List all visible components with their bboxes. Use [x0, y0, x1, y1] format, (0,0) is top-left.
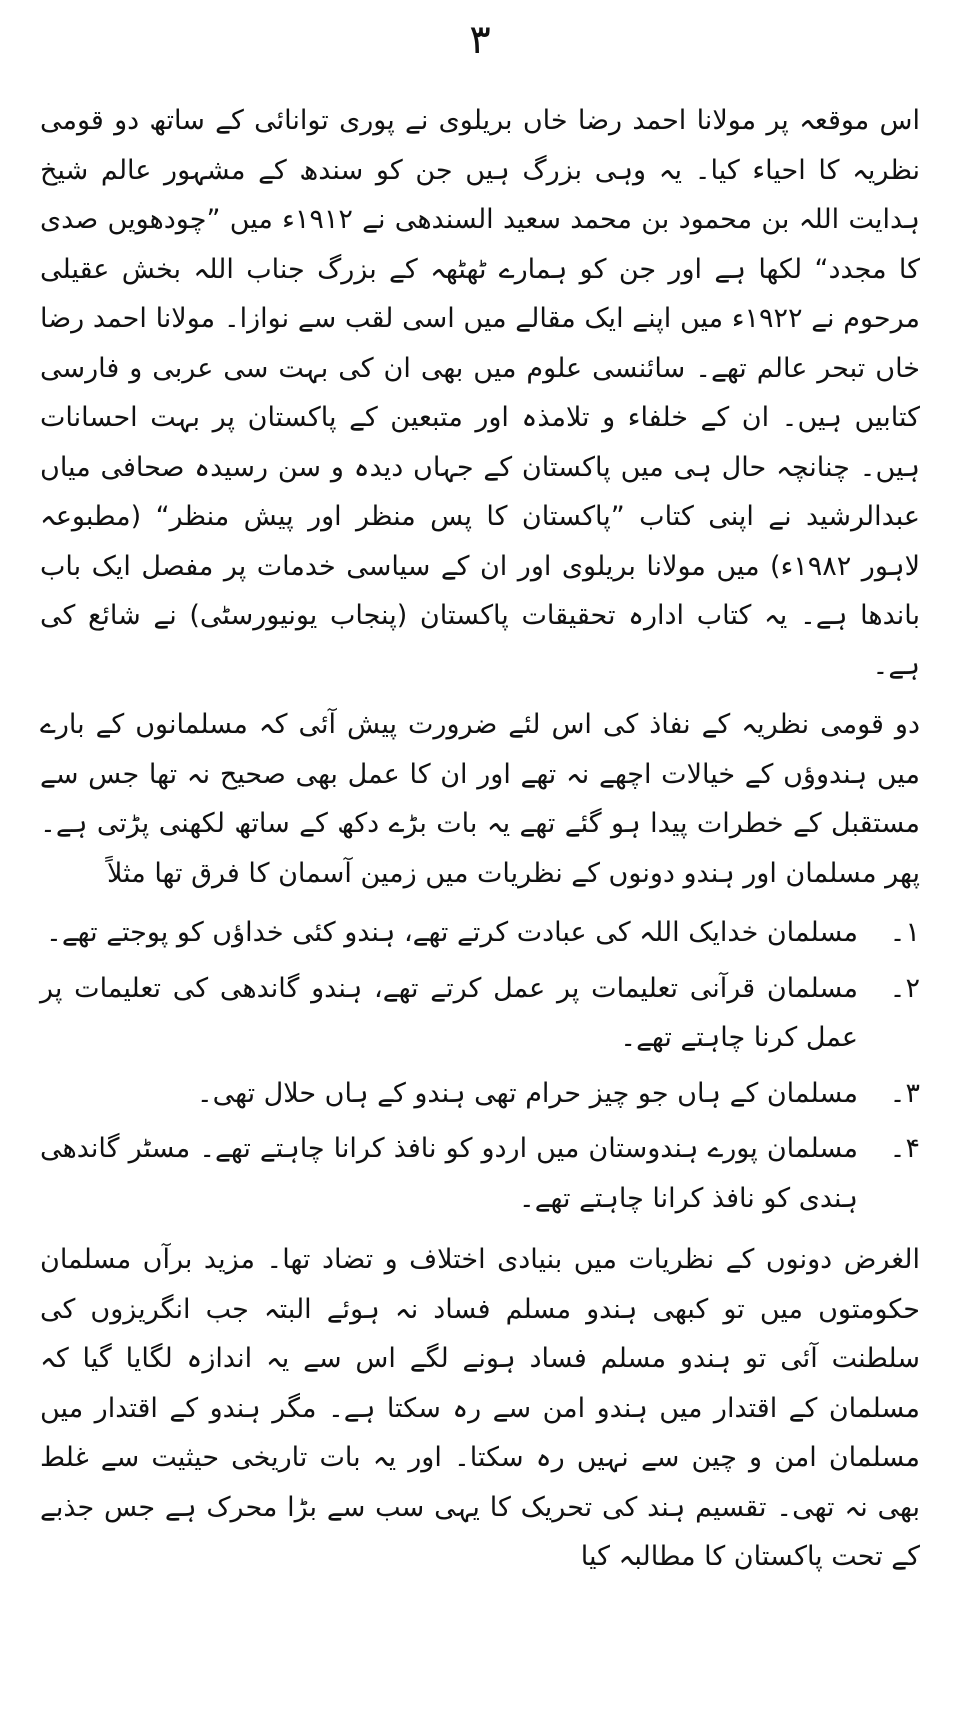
list-item-number: ۱۔: [889, 917, 920, 948]
list-item-number: ۳۔: [889, 1077, 920, 1109]
paragraph-3: الغرض دونوں کے نظریات میں بنیادی اختلاف و تضاد تھا۔ مزید برآں مسلمان حکومتوں میں تو کبھی ہندو مسلم فساد نہ ہوئے البتہ جب انگریزوں کی سلطنت آئی تو ہندو مسلم فساد ہونے لگے اس سے یہ اندازہ لگایا گیا کہ مسلمان کے اقتدار میں ہندو امن سے رہ سکتا ہے۔ مگر ہندو کے اقتدار میں مسلمان امن و چین سے نہیں رہ سکتا۔ اور یہ بات تاریخی حیثیت سے غلط بھی نہ تھی۔ تقسیم ہند کی تحریک کا یہی سب سے بڑا محرک ہے جس جذبے کے تحت پاکستان کا مطالبہ کیا: [40, 1244, 920, 1572]
list-item-text: مسلمان پورے ہندوستان میں اردو کو نافذ کرانا چاہتے تھے۔ مسٹر گاندھی ہندی کو نافذ کرانا چاہتے تھے۔: [40, 1133, 858, 1214]
page-body: [40, 96, 920, 1592]
list-item-text: مسلمان خدایک اللہ کی عبادت کرتے تھے، ہندو کئی خداؤں کو پوجتے تھے۔: [46, 917, 858, 948]
paragraph-1: اس موقعہ پر مولانا احمد رضا خاں بریلوی نے پوری توانائی کے ساتھ دو قومی نظریہ کا احیاء کیا۔ یہ وہی بزرگ ہیں جن کو سندھ کے مشہور عالم شیخ ہدایت اللہ بن محمود بن محمد سعید السندھی نے ۱۹۱۲ء میں ”چودھویں صدی کا مجدد“ لکھا ہے اور جن کو ہمارے ٹھٹھہ کے بزرگ جناب اللہ بخش عقیلی مرحوم نے ۱۹۲۲ء میں اپنے ایک مقالے میں اسی لقب سے نوازا۔ مولانا احمد رضا خاں تبحر عالم تھے۔ سائنسی علوم میں بھی ان کی بہت سی عربی و فارسی کتابیں ہیں۔ ان کے خلفاء و تلامذہ اور متبعین کے پاکستان پر بہت احسانات ہیں۔ چنانچہ حال ہی میں پاکستان کے جہاں دیدہ و سن رسیدہ صحافی میاں عبدالرشید نے اپنی کتاب ”پاکستان کا پس منظر اور پیش منظر“ (مطبوعہ لاہور ۱۹۸۲ء) میں مولانا بریلوی اور ان کے سیاسی خدمات پر مفصل ایک باب باندھا ہے۔ یہ کتاب ادارہ تحقیقات پاکستان (پنجاب یونیورسٹی) نے شائع کی ہے۔: [40, 105, 920, 681]
paragraph-2: دو قومی نظریہ کے نفاذ کی اس لئے ضرورت پیش آئی کہ مسلمانوں کے بارے میں ہندوؤں کے خیالات اچھے نہ تھے اور ان کا عمل بھی صحیح نہ تھا جس سے مستقبل کے خطرات پیدا ہو گئے تھے یہ بات بڑے دکھ کے ساتھ لکھنی پڑتی ہے۔ پھر مسلمان اور ہندو دونوں کے نظریات میں زمین آسمان کا فرق تھا مثلاً: [40, 709, 920, 889]
list-item-number: ۴۔: [889, 1133, 920, 1164]
list-item: [40, 1069, 920, 1119]
list-item-number: ۲۔: [889, 972, 920, 1004]
page-number: ۳: [469, 17, 491, 63]
list-item: [40, 1124, 920, 1223]
list-item-text: مسلمان کے ہاں جو چیز حرام تھی ہندو کے ہاں حلال تھی۔: [196, 1077, 858, 1109]
list-item: [40, 908, 920, 958]
differences-list: [40, 908, 920, 1223]
list-item-text: مسلمان قرآنی تعلیمات پر عمل کرتے تھے، ہندو گاندھی کی تعلیمات پر عمل کرنا چاہتے تھے۔: [40, 972, 858, 1053]
list-item: [40, 964, 920, 1063]
